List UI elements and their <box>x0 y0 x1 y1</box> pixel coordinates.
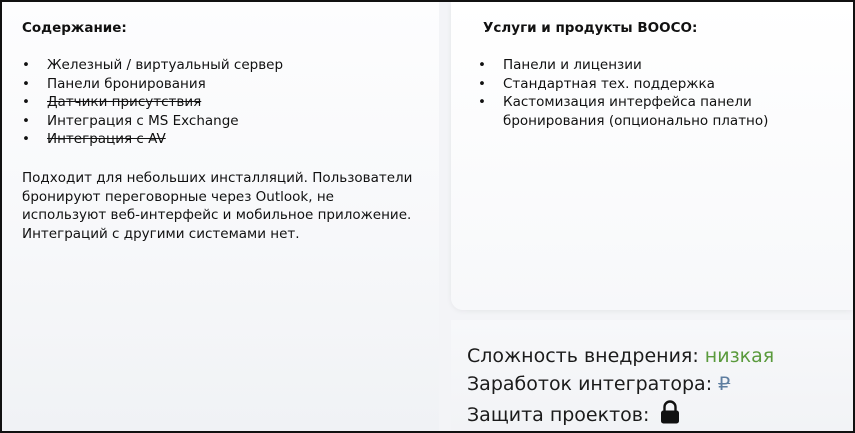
list-item: • Железный / виртуальный сервер <box>21 56 421 75</box>
complexity-label: Сложность внедрения: <box>467 345 699 367</box>
services-title: Услуги и продукты BOOCO: <box>483 20 698 36</box>
complexity-value: низкая <box>704 345 775 367</box>
earnings-metric <box>467 371 730 397</box>
right-card <box>451 2 853 310</box>
contents-list <box>21 56 421 149</box>
description-paragraph: Подходит для небольших инсталляций. Пользователи бронируют переговорные через Outlook, не используют веб-интерфейс и мобильное приложение. Интеграций с другими системами нет. <box>22 170 413 242</box>
complexity-metric <box>467 343 774 369</box>
services-list <box>477 56 842 130</box>
lock-icon <box>659 399 681 432</box>
list-item: • Кастомизация интерфейса панели бронирования (опционально платно) <box>477 93 842 130</box>
list-item: • Панели и лицензии <box>477 56 842 75</box>
earnings-value: ₽ <box>718 373 731 395</box>
list-item: • Интеграция с MS Exchange <box>21 112 421 131</box>
protection-label: Защита проектов: <box>467 404 650 426</box>
list-item-struck: • Датчики присутствия <box>21 93 421 112</box>
list-item-struck: • Интеграция с AV <box>21 130 421 149</box>
protection-metric <box>467 399 681 432</box>
contents-title: Содержание: <box>22 20 127 36</box>
list-item: • Панели бронирования <box>21 75 421 94</box>
earnings-label: Заработок интегратора: <box>467 373 713 395</box>
list-item: • Стандартная тех. поддержка <box>477 75 842 94</box>
